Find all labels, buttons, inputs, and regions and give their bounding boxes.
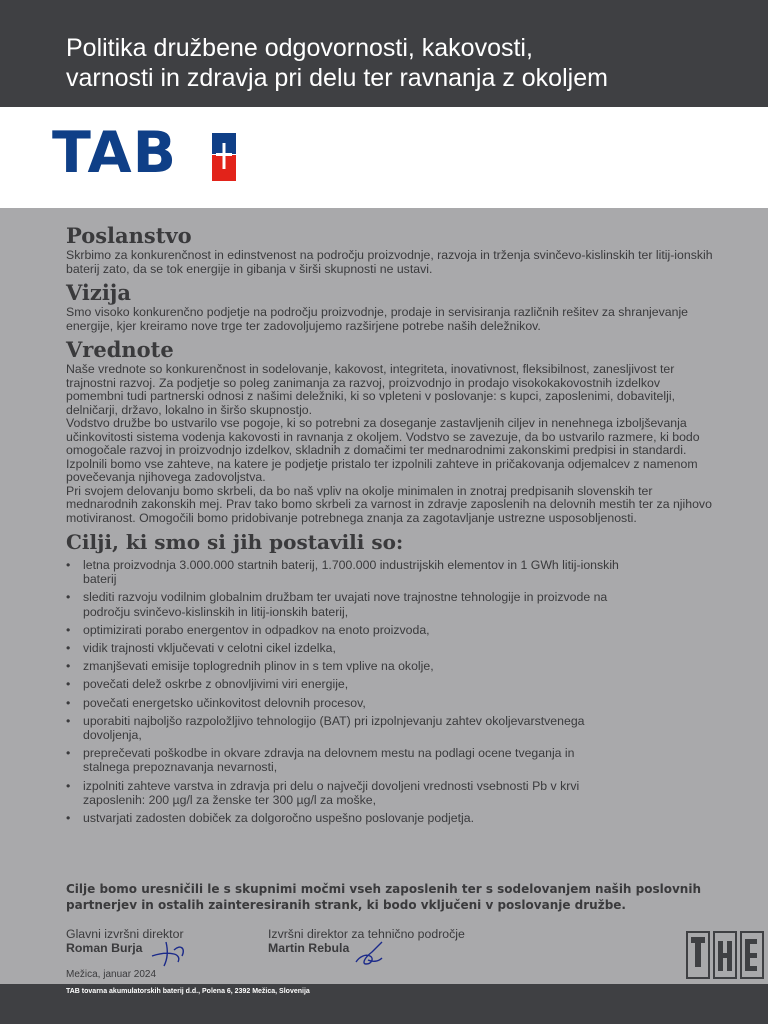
- title-line-1: Politika družbene odgovornosti, kakovosti,: [66, 34, 533, 62]
- bullet-icon: •: [66, 695, 71, 710]
- page-title: [66, 33, 726, 93]
- bullet-icon: •: [66, 641, 71, 656]
- policy-content: [66, 223, 716, 829]
- company-emblem-icon: [686, 931, 764, 979]
- signatory-name: Roman Burja: [66, 941, 143, 955]
- vision-heading: Vizija: [66, 280, 132, 305]
- goal-text: letna proizvodnja 3.000.000 startnih baterij, 1.700.000 industrijskih elementov in 1 GWh litij-ionskih baterij: [83, 558, 619, 587]
- bullet-icon: •: [66, 811, 71, 826]
- vision-text: Smo visoko konkurenčno podjetje na področju proizvodnje, prodaje in servisiranja različnih rešitev za shranjevanje energije, kjer kreiramo nove trge ter zadovoljujemo razširjene potrebe naših deležnikov.: [66, 305, 689, 333]
- issue-date: Mežica, januar 2024: [66, 969, 157, 980]
- bullet-icon: •: [66, 622, 71, 637]
- signatory-role: Izvršni direktor za tehnično področje: [268, 927, 465, 941]
- goal-text: zmanjševati emisije toplogrednih plinov in s tem vplive na okolje,: [83, 659, 434, 674]
- list-item: [66, 641, 623, 655]
- list-item: [66, 623, 623, 637]
- signatory-name: Martin Rebula: [268, 941, 350, 955]
- list-item: [66, 811, 623, 825]
- bullet-icon: •: [66, 677, 71, 692]
- closing-statement: Cilje bomo uresničili le s skupnimi močmi vseh zaposlenih ter s sodelovanjem naših poslovnih partnerjev in ostalih zainteresiranih strank, ki bodo vključeni v poslovanje družbe.: [66, 882, 702, 912]
- bullet-icon: •: [66, 590, 71, 605]
- goal-text: ustvarjati zadosten dobiček za dolgoročno uspešno poslovanje podjetja.: [83, 811, 475, 826]
- values-heading: Vrednote: [66, 337, 174, 362]
- goal-text: slediti razvoju vodilnim globalnim družbam ter uvajati nove trajnostne tehnologije in proizvode na področju svinčevo-kislinskih in litij-ionskih baterij,: [83, 590, 608, 619]
- goal-text: povečati delež oskrbe z obnovljivimi viri energije,: [83, 677, 349, 692]
- values-paragraph-3: Pri svojem delovanju bomo skrbeli, da bo naš vpliv na okolje minimalen in znotraj predpisanih slovenskih ter mednarodnih zakonskih mej. Prav tako bomo skrbeli za varnost in zdravje zaposlenih na delovnih mestih ter za njihovo motiviranost. Omogočili bomo pridobivanje potrebnega znanja za zagotavljanje ustrezne usposobljenosti.: [66, 483, 712, 525]
- goal-text: preprečevati poškodbe in okvare zdravja na delovnem mestu na podlagi ocene tveganja in stalnega prepoznavanja nevarnosti,: [83, 746, 575, 775]
- mission-heading: Poslanstvo: [66, 223, 192, 248]
- list-item: [66, 677, 623, 691]
- signature-mark-icon: [352, 938, 388, 970]
- list-item: [66, 590, 623, 618]
- values-paragraph-2: Vodstvo družbe bo ustvarilo vse pogoje, ki so potrebni za doseganje zastavljenih ciljev in nenehnega izboljševanja učinkovitosti sistema vodenja kakovosti in ravnanja z okoljem. Vodstvo se zavezuje, da bo ustvarilo razmere, ki bodo omogočale razvoj in proizvodnjo izdelkov, skladnih z domačimi ter mednarodnimi zakonskimi predpisi in standardi. Izpolnili bomo vse zahteve, na katere je podjetje pristalo ter izpolnili zahteve in pričakovanja odjemalcev z namenom povečevanja njihovega zadovoljstva.: [66, 416, 700, 484]
- goals-heading: Cilji, ki smo si jih postavili so:: [66, 530, 404, 554]
- list-item: [66, 779, 623, 807]
- company-logo-mark-icon: [212, 133, 236, 181]
- goal-text: izpolniti zahteve varstva in zdravja pri delu o največji dovoljeni vrednosti vsebnosti Pb v krvi zaposlenih: 200 µg/l za ženske ter 300 µg/l za moške,: [83, 778, 580, 807]
- bullet-icon: •: [66, 659, 71, 674]
- signatory-role: Glavni izvršni direktor: [66, 927, 184, 941]
- mission-text: Skrbimo za konkurenčnost in edinstvenost na področju proizvodnje, razvoja in trženja svinčevo-kislinskih ter litij-ionskih baterij zato, da se tok energije in gibanja v širši skupnosti ne ustavi.: [66, 248, 713, 276]
- bullet-icon: •: [66, 746, 71, 761]
- goal-text: uporabiti najboljšo razpoložljivo tehnologijo (BAT) pri izpolnjevanju zahtev okoljevarstvenega dovoljenja,: [83, 713, 585, 743]
- title-line-2: varnosti in zdravja pri delu ter ravnanja z okoljem: [66, 64, 608, 92]
- goal-text: vidik trajnosti vključevati v celotni cikel izdelka,: [83, 641, 336, 656]
- page-footer: [0, 984, 768, 1024]
- list-item: [66, 659, 623, 673]
- values-paragraph-1: Naše vrednote so konkurenčnost in sodelovanje, kakovost, integriteta, inovativnost, fleksibilnost, zanesljivost ter trajnostni razvoj. Za podjetje so poleg zanimanja za razvoj, proizvodnjo in prodajo visokokakovostnih izdelkov pomembni tudi partnerski odnosi z našimi deležniki, ki so vpleteni v poslovanje: s kupci, zaposlenimi, dobavitelji, delničarji, državo, lokalno in širšo skupnostjo.: [66, 362, 675, 417]
- goals-list: [66, 558, 716, 825]
- bullet-icon: •: [66, 558, 71, 572]
- list-item: [66, 714, 623, 742]
- goal-text: optimizirati porabo energentov in odpadkov na enoto proizvoda,: [83, 622, 430, 637]
- list-item: [66, 558, 623, 586]
- goal-text: povečati energetsko učinkovitost delovnih procesov,: [83, 695, 366, 710]
- page-header: [0, 0, 768, 107]
- company-logo-text: TAB: [52, 120, 178, 186]
- list-item: [66, 696, 623, 710]
- company-address: TAB tovarna akumulatorskih baterij d.d., Polena 6, 2392 Mežica, Slovenija: [66, 988, 310, 995]
- bullet-icon: •: [66, 778, 71, 793]
- list-item: [66, 746, 623, 774]
- signature-mark-icon: [148, 934, 190, 970]
- bullet-icon: •: [66, 713, 71, 728]
